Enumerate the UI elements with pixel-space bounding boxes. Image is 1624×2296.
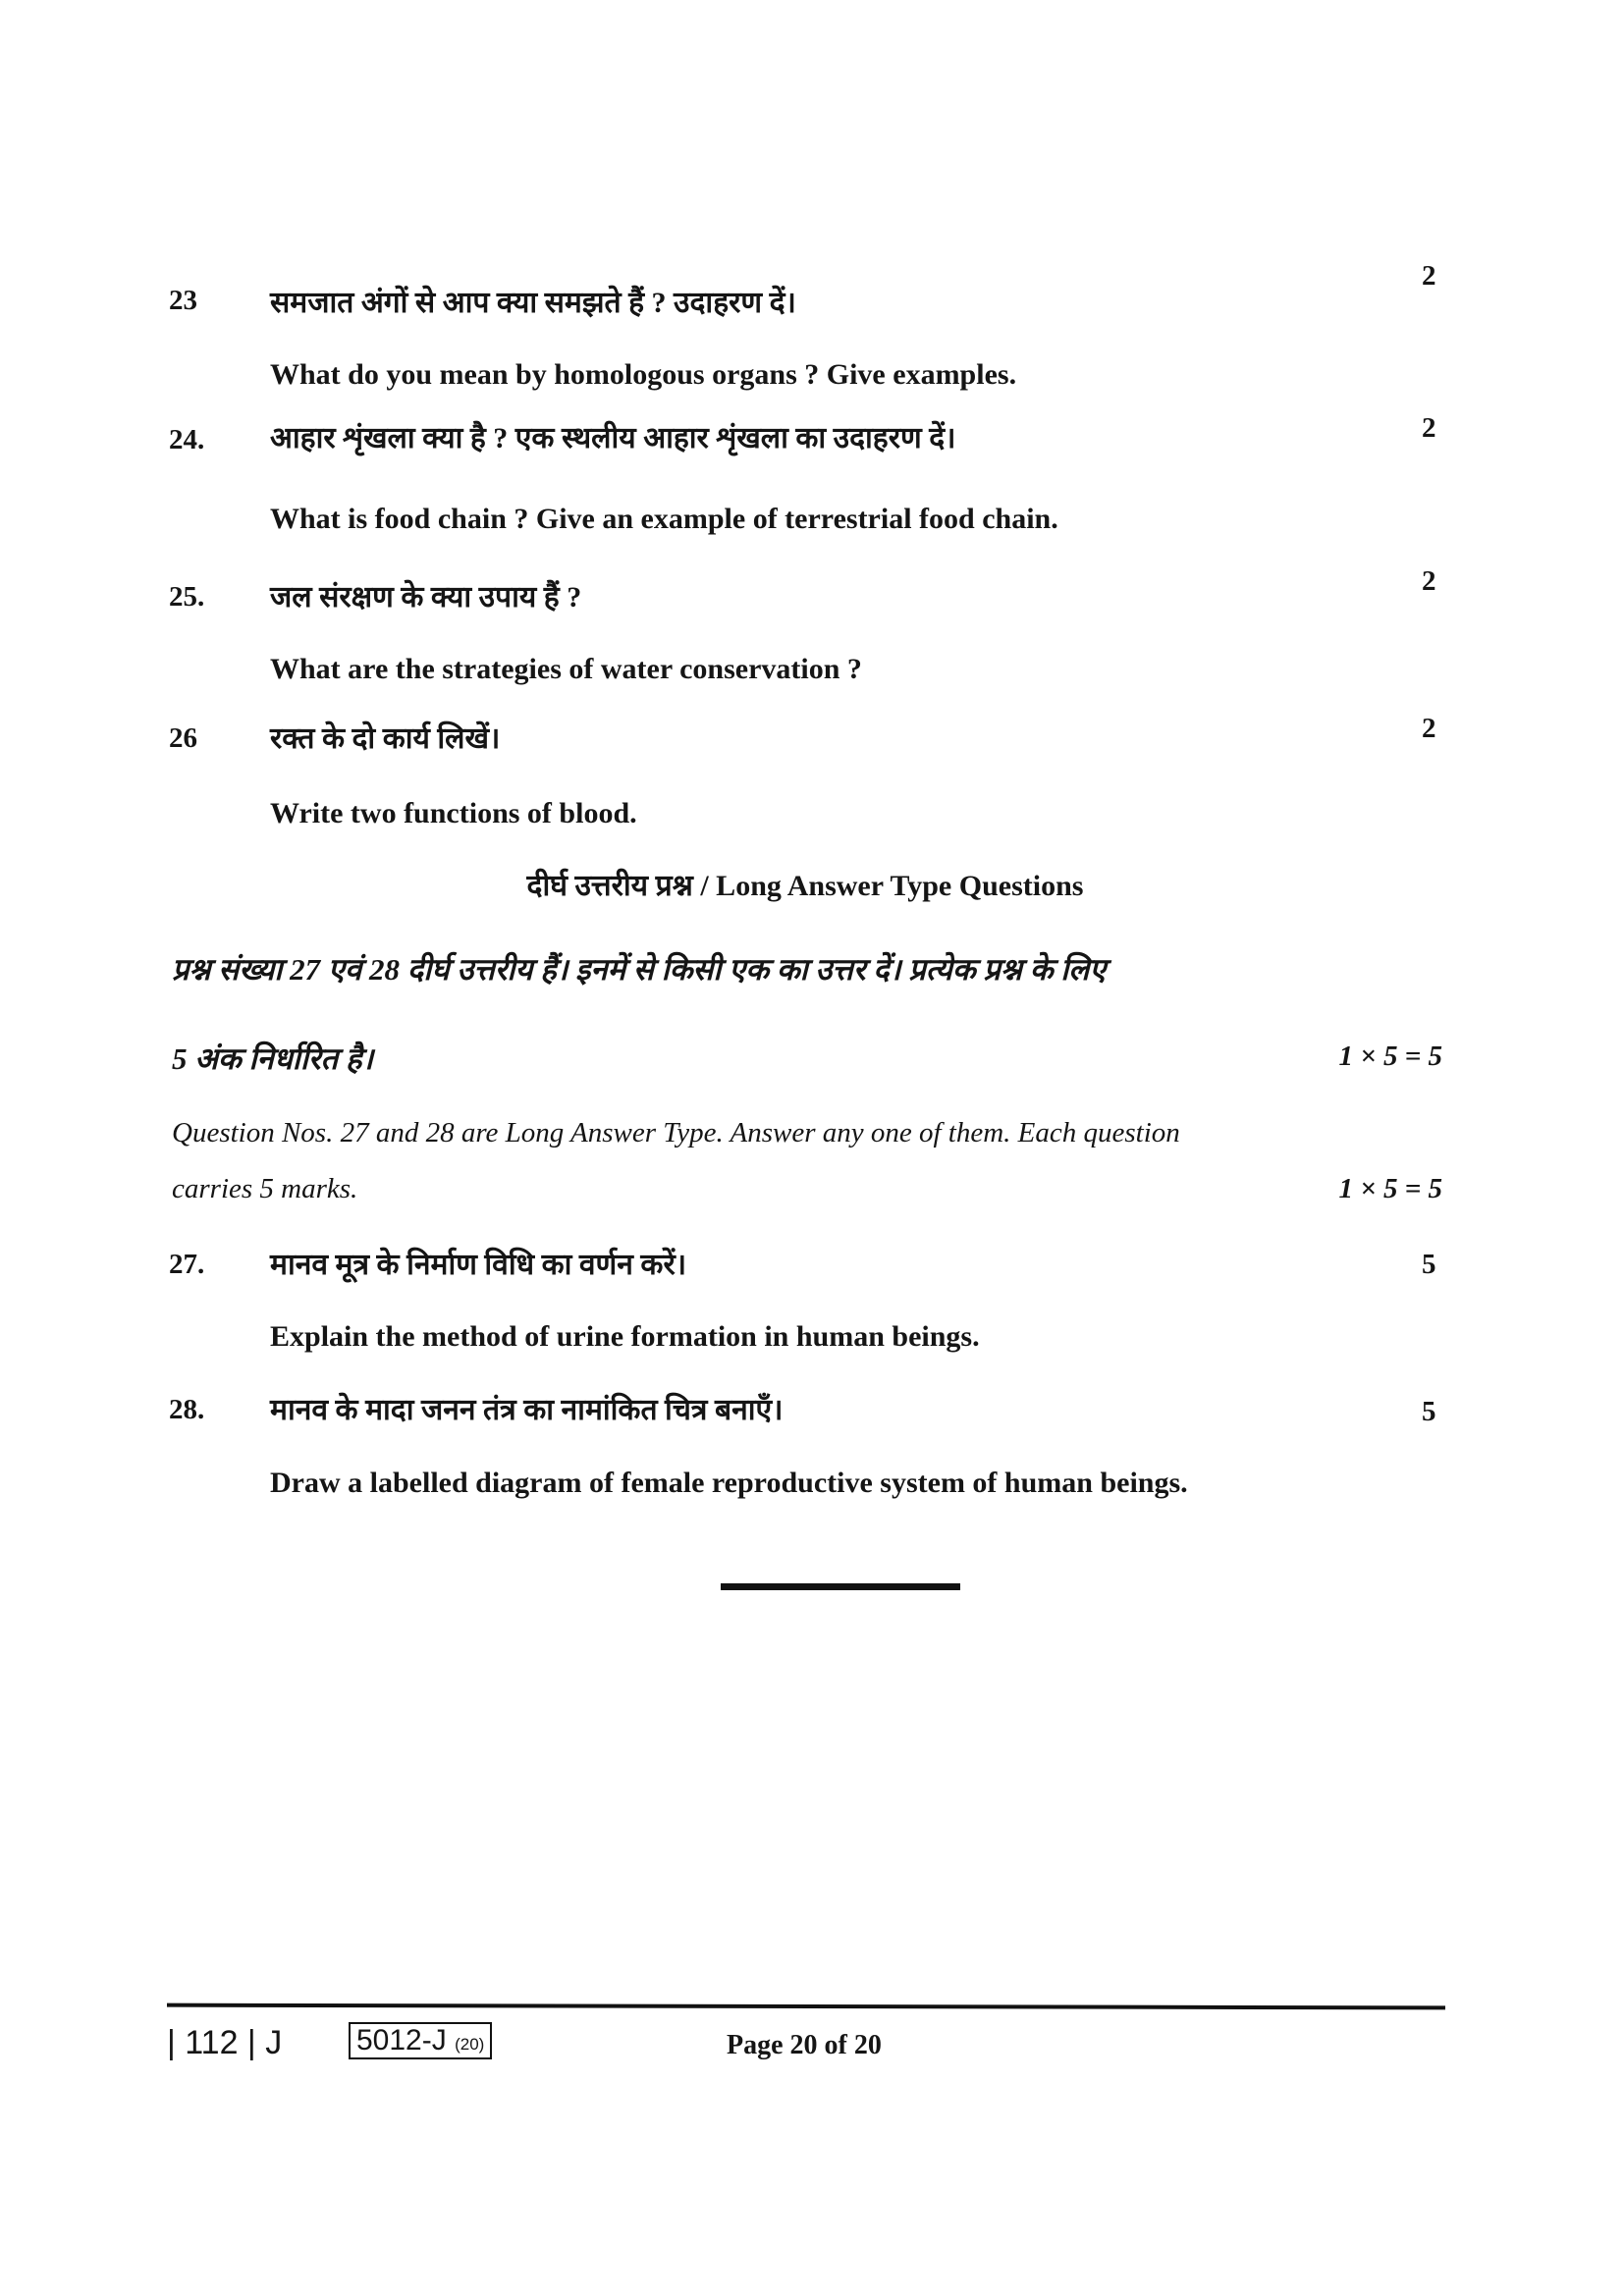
question-number: 25. — [169, 581, 205, 613]
question-text-english: What do you mean by homologous organs ? Give examples. — [270, 358, 1017, 391]
question-number: 26 — [169, 722, 197, 754]
question-text-hindi: रक्त के दो कार्य लिखें। — [270, 722, 501, 755]
instruction-hindi-line2: 5 अंक निर्धारित है। — [172, 1041, 374, 1076]
end-of-paper-rule — [721, 1583, 960, 1590]
paper-code-box — [349, 2022, 492, 2059]
question-number: 27. — [169, 1249, 205, 1280]
question-marks: 2 — [1422, 713, 1436, 744]
question-number: 23 — [169, 285, 197, 316]
paper-code: 5012-J — [356, 2024, 447, 2056]
question-text-hindi: जल संरक्षण के क्या उपाय हैं ? — [270, 581, 582, 614]
question-marks: 5 — [1422, 1396, 1436, 1427]
question-text-english: Write two functions of blood. — [270, 797, 637, 829]
question-text-english: Explain the method of urine formation in human beings. — [270, 1320, 980, 1353]
footer-code: | 112 | J — [167, 2024, 283, 2061]
instruction-english-line2: carries 5 marks. — [172, 1173, 358, 1204]
question-text-hindi: आहार शृंखला क्या है ? एक स्थलीय आहार शृंखला का उदाहरण दें। — [270, 422, 956, 454]
question-text-english: What is food chain ? Give an example of terrestrial food chain. — [270, 503, 1058, 535]
question-text-hindi: समजात अंगों से आप क्या समझते हैं ? उदाहरण दें। — [270, 287, 796, 319]
instruction-hindi-marks: 1 × 5 = 5 — [1338, 1041, 1442, 1072]
question-marks: 5 — [1422, 1249, 1436, 1280]
instruction-hindi-line1: प्रश्न संख्या 27 एवं 28 दीर्घ उत्तरीय हैं। इनमें से किसी एक का उत्तर दें। प्रत्येक प्रश्न के लिए — [172, 952, 1107, 987]
instruction-english-line1: Question Nos. 27 and 28 are Long Answer Type. Answer any one of them. Each question — [172, 1117, 1180, 1148]
question-marks: 2 — [1422, 412, 1436, 444]
question-text-english: Draw a labelled diagram of female reproductive system of human beings. — [270, 1467, 1188, 1499]
question-number: 28. — [169, 1394, 205, 1425]
question-marks: 2 — [1422, 260, 1436, 292]
question-text-hindi: मानव के मादा जनन तंत्र का नामांकित चित्र बनाएँ। — [270, 1394, 784, 1426]
page-number: Page 20 of 20 — [727, 2030, 882, 2060]
paper-code-suffix: (20) — [455, 2035, 485, 2054]
footer-rule — [167, 2003, 1445, 2010]
instruction-english-marks: 1 × 5 = 5 — [1338, 1173, 1442, 1204]
question-text-english: What are the strategies of water conservation ? — [270, 653, 862, 685]
section-heading: दीर्घ उत्तरीय प्रश्न / Long Answer Type Questions — [526, 870, 1084, 902]
question-text-hindi: मानव मूत्र के निर्माण विधि का वर्णन करें। — [270, 1249, 687, 1281]
question-number: 24. — [169, 424, 205, 455]
question-marks: 2 — [1422, 565, 1436, 597]
